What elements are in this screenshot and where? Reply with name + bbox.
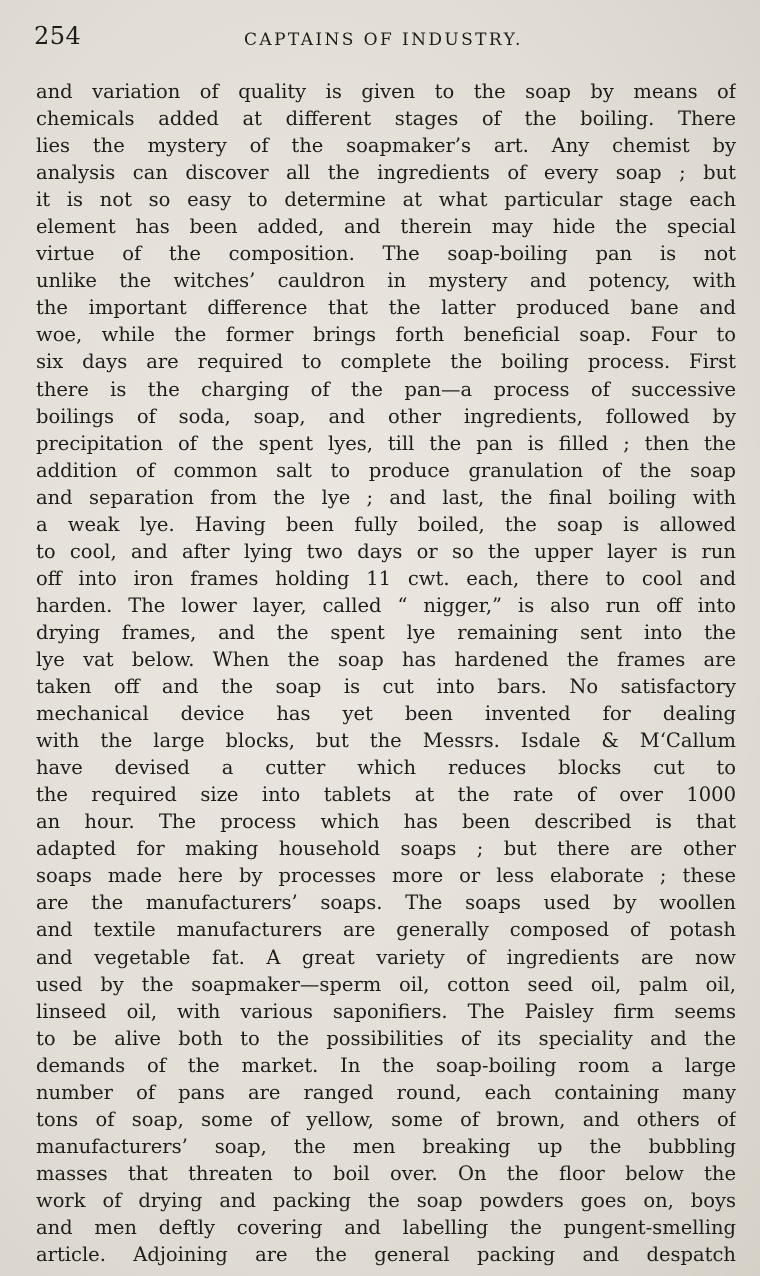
text-line: a weak lye. Having been fully boiled, the soap is allowed [36, 512, 736, 536]
text-line: and vegetable fat. A great variety of ingredients are now [36, 945, 736, 969]
text-line: woe, while the former brings forth beneficial soap. Four to [36, 323, 736, 347]
text-line: to cool, and after lying two days or so the upper layer is run [36, 539, 736, 563]
text-line: element has been added, and therein may hide the special [36, 215, 736, 239]
text-line: to be alive both to the possibilities of its speciality and the [36, 1026, 736, 1050]
text-line: are the manufacturers’ soaps. The soaps used by woollen [36, 891, 736, 915]
text-line: boilings of soda, soap, and other ingredients, followed by [36, 404, 736, 428]
text-line: drying frames, and the spent lye remaining sent into the [36, 620, 736, 644]
text-line: chemicals added at different stages of the boiling. There [36, 107, 736, 131]
text-line: and men deftly covering and labelling the pungent-smelling [36, 1215, 736, 1239]
text-line: mechanical device has yet been invented for dealing [36, 702, 736, 726]
text-line: work of drying and packing the soap powders goes on, boys [36, 1188, 736, 1212]
text-line: article. Adjoining are the general packing and despatch [36, 1243, 736, 1267]
running-head: CAPTAINS OF INDUSTRY. [244, 30, 523, 50]
text-line: the required size into tablets at the rate of over 1000 [36, 783, 736, 807]
text-line: soaps made here by processes more or less elaborate ; these [36, 864, 736, 888]
text-line: the important difference that the latter produced bane and [36, 296, 736, 320]
text-line: addition of common salt to produce granulation of the soap [36, 458, 736, 482]
text-line: tons of soap, some of yellow, some of brown, and others of [36, 1107, 736, 1131]
text-line: there is the charging of the pan—a process of successive [36, 377, 736, 401]
text-line: lies the mystery of the soapmaker’s art. Any chemist by [36, 134, 736, 158]
text-line: number of pans are ranged round, each containing many [36, 1080, 736, 1104]
text-line: and separation from the lye ; and last, the final boiling with [36, 485, 736, 509]
text-line: taken off and the soap is cut into bars. No satisfactory [36, 675, 736, 699]
text-line: off into iron frames holding 11 cwt. each, there to cool and [36, 566, 736, 590]
body-text [36, 78, 736, 1268]
text-line: masses that threaten to boil over. On the floor below the [36, 1161, 736, 1185]
text-line: lye vat below. When the soap has hardened the frames are [36, 647, 736, 671]
text-line: it is not so easy to determine at what particular stage each [36, 188, 736, 212]
text-line: demands of the market. In the soap-boiling room a large [36, 1053, 736, 1077]
text-line: unlike the witches’ cauldron in mystery and potency, with [36, 269, 736, 293]
text-line: analysis can discover all the ingredients of every soap ; but [36, 161, 736, 185]
text-line: an hour. The process which has been described is that [36, 810, 736, 834]
text-line: and textile manufacturers are generally composed of potash [36, 918, 736, 942]
text-line: six days are required to complete the boiling process. First [36, 350, 736, 374]
text-line: have devised a cutter which reduces blocks cut to [36, 756, 736, 780]
text-line: adapted for making household soaps ; but there are other [36, 837, 736, 861]
page-number: 254 [34, 22, 82, 50]
text-line: used by the soapmaker—sperm oil, cotton seed oil, palm oil, [36, 972, 736, 996]
text-line: precipitation of the spent lyes, till the pan is filled ; then the [36, 431, 736, 455]
text-line: linseed oil, with various saponifiers. The Paisley firm seems [36, 999, 736, 1023]
text-line: manufacturers’ soap, the men breaking up the bubbling [36, 1134, 736, 1158]
page-header [34, 22, 734, 62]
text-line: and variation of quality is given to the soap by means of [36, 80, 736, 103]
text-line: with the large blocks, but the Messrs. Isdale & M‘Callum [36, 729, 736, 753]
text-line: virtue of the composition. The soap-boiling pan is not [36, 242, 736, 266]
text-line: harden. The lower layer, called “ nigger,” is also run off into [36, 593, 736, 617]
